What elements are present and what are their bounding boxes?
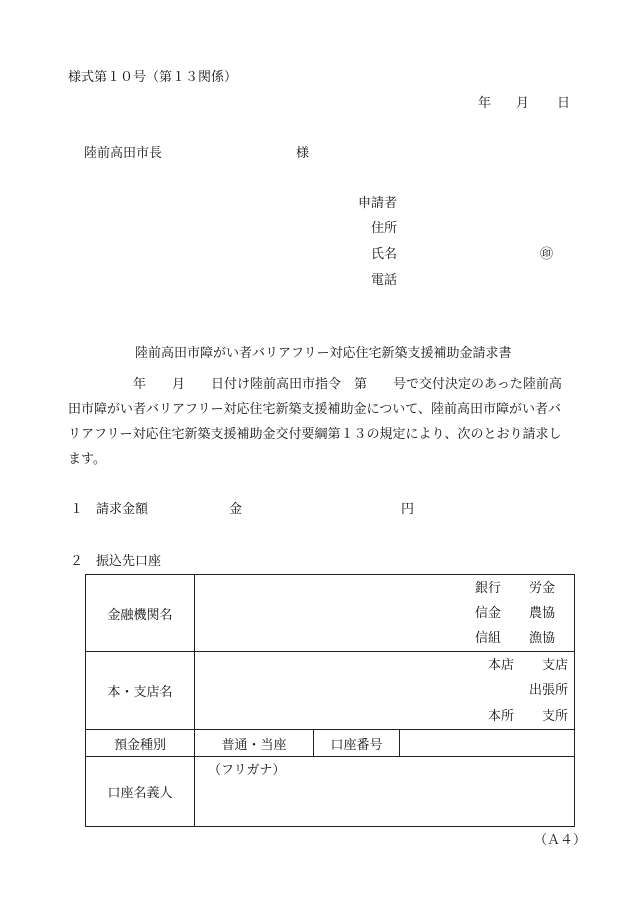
table-row <box>86 575 575 652</box>
bank-account-table <box>85 574 575 827</box>
form-number: 様式第１０号（第１３関係） <box>68 70 238 85</box>
branch-type-option: 支所 <box>542 709 569 724</box>
bank-type-option: 労金 <box>529 581 556 596</box>
furigana-label: （フリガナ） <box>208 763 286 778</box>
bank-type-option: 銀行 <box>475 581 502 596</box>
section1-number: １ <box>70 502 84 517</box>
account-holder-field[interactable] <box>195 757 575 827</box>
document-title: 陸前高田市障がい者バリアフリー対応住宅新築支援補助金請求書 <box>135 346 512 361</box>
section2-number: ２ <box>70 554 84 569</box>
section2-label: 振込先口座 <box>96 554 162 569</box>
body-line: 年 月 日付け陸前高田市指令 第 号で交付決定のあった陸前高 <box>68 377 562 392</box>
date-month-label: 月 <box>516 96 530 111</box>
paper-size-note: （Ａ４） <box>534 833 587 848</box>
date-year-label: 年 <box>478 96 492 111</box>
branch-type-option: 支店 <box>542 658 569 673</box>
applicant-label: 申請者 <box>358 196 398 211</box>
addressee-name: 陸前高田市長 <box>84 146 163 161</box>
date-day-label: 日 <box>557 96 571 111</box>
seal-mark: ㊞ <box>540 247 554 262</box>
section1-label: 請求金額 <box>96 502 149 517</box>
branch-type-option: 本所 <box>488 709 515 724</box>
account-number-label: 口座番号 <box>314 730 400 757</box>
bank-name-label: 金融機関名 <box>86 575 195 652</box>
applicant-address-label: 住所 <box>371 221 398 236</box>
account-holder-label: 口座名義人 <box>86 757 195 827</box>
account-number-field[interactable] <box>400 730 575 757</box>
bank-name-field[interactable] <box>195 575 575 652</box>
branch-name-label: 本・支店名 <box>86 652 195 730</box>
bank-type-option: 信金 <box>475 606 502 621</box>
bank-type-option: 信組 <box>475 631 502 646</box>
deposit-type-label: 預金種別 <box>86 730 195 757</box>
table-row <box>86 730 575 757</box>
applicant-phone-label: 電話 <box>371 273 398 288</box>
addressee-honorific: 様 <box>296 146 310 161</box>
amount-prefix: 金 <box>229 502 243 517</box>
branch-type-option: 出張所 <box>529 683 569 698</box>
branch-type-option: 本店 <box>488 658 515 673</box>
bank-type-option: 漁協 <box>529 631 556 646</box>
table-row <box>86 652 575 730</box>
bank-type-option: 農協 <box>529 606 556 621</box>
body-line: 田市障がい者バリアフリー対応住宅新築支援補助金について、陸前高田市障がい者バ <box>68 402 561 417</box>
deposit-type-value[interactable]: 普通・当座 <box>195 730 314 757</box>
body-line: ます。 <box>68 452 106 467</box>
table-row <box>86 757 575 827</box>
applicant-name-label: 氏名 <box>371 247 398 262</box>
body-paragraph <box>68 372 576 472</box>
body-line: リアフリー対応住宅新築支援補助金交付要綱第１３の規定により、次のとおり請求し <box>68 427 562 442</box>
amount-unit: 円 <box>401 502 415 517</box>
branch-name-field[interactable] <box>195 652 575 730</box>
